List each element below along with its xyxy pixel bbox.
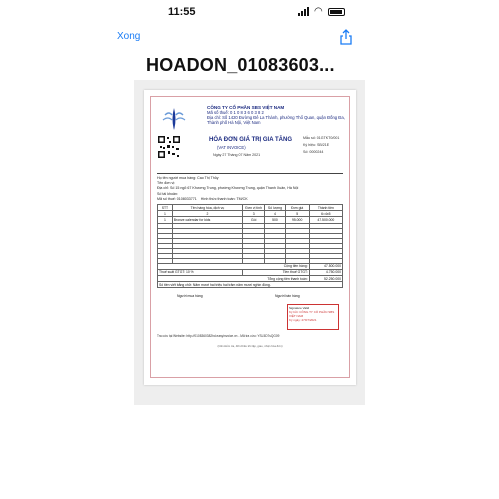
vat-label: Tiền thuế GTGT: [243,269,310,275]
cell: 1 [158,217,173,223]
invoice-header [157,103,343,171]
invoice-serial: Ký hiệu: SB/21E [303,143,330,147]
divider [157,173,343,174]
invoice-number: Số: 0000244 [303,150,324,154]
vat-value: 4.750.000 [309,269,342,275]
col-header: Thành tiền [309,205,342,211]
buyer-address: Địa chỉ: Số 15 ngõ 67 Khương Trung, phường Khương Trung, quận Thanh Xuân, Hà Nội [157,186,299,191]
col-header: STT [158,205,173,211]
payment-method: Hình thức thanh toán: TM/CK [200,196,248,201]
form-number: Mẫu số: 01GTKT0/001 [303,136,340,140]
index-cell: 3 [243,211,265,217]
col-header: Tên hàng hóa, dịch vụ [172,205,242,211]
invoice-date: Ngày 27 Tháng 07 Năm 2021 [213,153,261,157]
invoice-meta [303,135,339,156]
document-title: HOADON_01083603... [146,55,335,75]
cell: 47.500.000 [309,217,342,223]
done-button[interactable]: Xong [117,31,141,42]
grand-total-value: 52.250.000 [309,275,342,281]
col-header: Số lượng [265,205,285,211]
footer-note: (Cần kiểm tra, đối chiếu khi lập, giao, nhận hóa đơn) [217,344,283,349]
buyer-info [157,176,343,202]
amount-in-words-row [158,282,343,288]
index-cell: 5 [285,211,309,217]
buyer-tax-code: Mã số thuế: 0108033771 [157,196,197,201]
digital-signature-stamp [287,304,339,330]
vat-rate: Thuế suất GTGT: 10 % [158,269,243,275]
cellular-signal-icon [298,7,309,16]
buyer-tax-and-payment [157,197,343,202]
grand-total-label: Tổng cộng tiền thanh toán: [158,275,310,281]
cell: Bronze calendar for kids [172,217,242,223]
buyer-company: Tên đơn vị: [157,181,176,186]
bank-account: Số tài khoản: [157,191,178,196]
stamp-title: Signature Valid [289,306,310,311]
index-cell: 4 [265,211,285,217]
status-bar [0,0,499,26]
invoice-page [144,90,356,385]
invoice-items-table [157,204,343,288]
wifi-icon: ◠ [314,6,323,17]
invoice-subtitle: (VAT INVOICE) [217,145,246,150]
share-icon[interactable] [339,29,353,45]
clock: 11:55 [168,6,196,18]
nav-bar [0,26,499,52]
buyer-name: Họ tên người mua hàng: Cao Thị Thủy [157,176,219,180]
invoice-title: HÓA ĐƠN GIÁ TRỊ GIA TĂNG [209,137,293,143]
company-name: CÔNG TY CỔ PHẦN SBS VIỆT NAM [207,105,285,110]
company-tax-code: Mã số thuế: 0 1 0 8 3 6 0 3 8 2 [207,110,264,115]
cell: Gói [243,217,265,223]
cell: 95.000 [285,217,309,223]
index-cell: 2 [172,211,242,217]
stamp-signer: Ký bởi: CÔNG TY CỔ PHẦN SBS VIỆT NAM [289,310,335,319]
total-label: Cộng tiền hàng: [158,263,310,269]
col-header: Đơn vị tính [243,205,265,211]
company-logo-icon [157,105,191,133]
buyer-signature-label: Người mua hàng [177,294,203,299]
cell: 500 [265,217,285,223]
lookup-info: Tra cứu tại Website: http://0108360382hd.easyinvoice.vn - Mã tra cứu: YSL5D7sQG09 [157,334,280,339]
index-cell: 1 [158,211,173,217]
signature-area [157,292,343,332]
document-viewer[interactable] [134,80,365,405]
invoice-frame [150,96,350,378]
status-icons [298,7,345,16]
seller-signature-label: Người bán hàng [275,294,300,299]
total-value: 47.500.000 [309,263,342,269]
company-address: Địa chỉ: Số 1420 Đường Đê La Thành, phường Thổ Quan, quận Đống Đa, Thành phố Hà Nội, Việt Nam [207,115,345,125]
index-cell: 6=4x5 [309,211,342,217]
company-info [207,105,347,125]
battery-icon [328,8,345,16]
qr-code-icon [157,135,181,159]
col-header: Đơn giá [285,205,309,211]
stamp-date: Ký ngày: 27/07/2021 [289,318,317,323]
amount-in-words: Số tiền viết bằng chữ: Năm mươi hai triệu hai trăm năm mươi nghìn đồng. [158,282,343,288]
